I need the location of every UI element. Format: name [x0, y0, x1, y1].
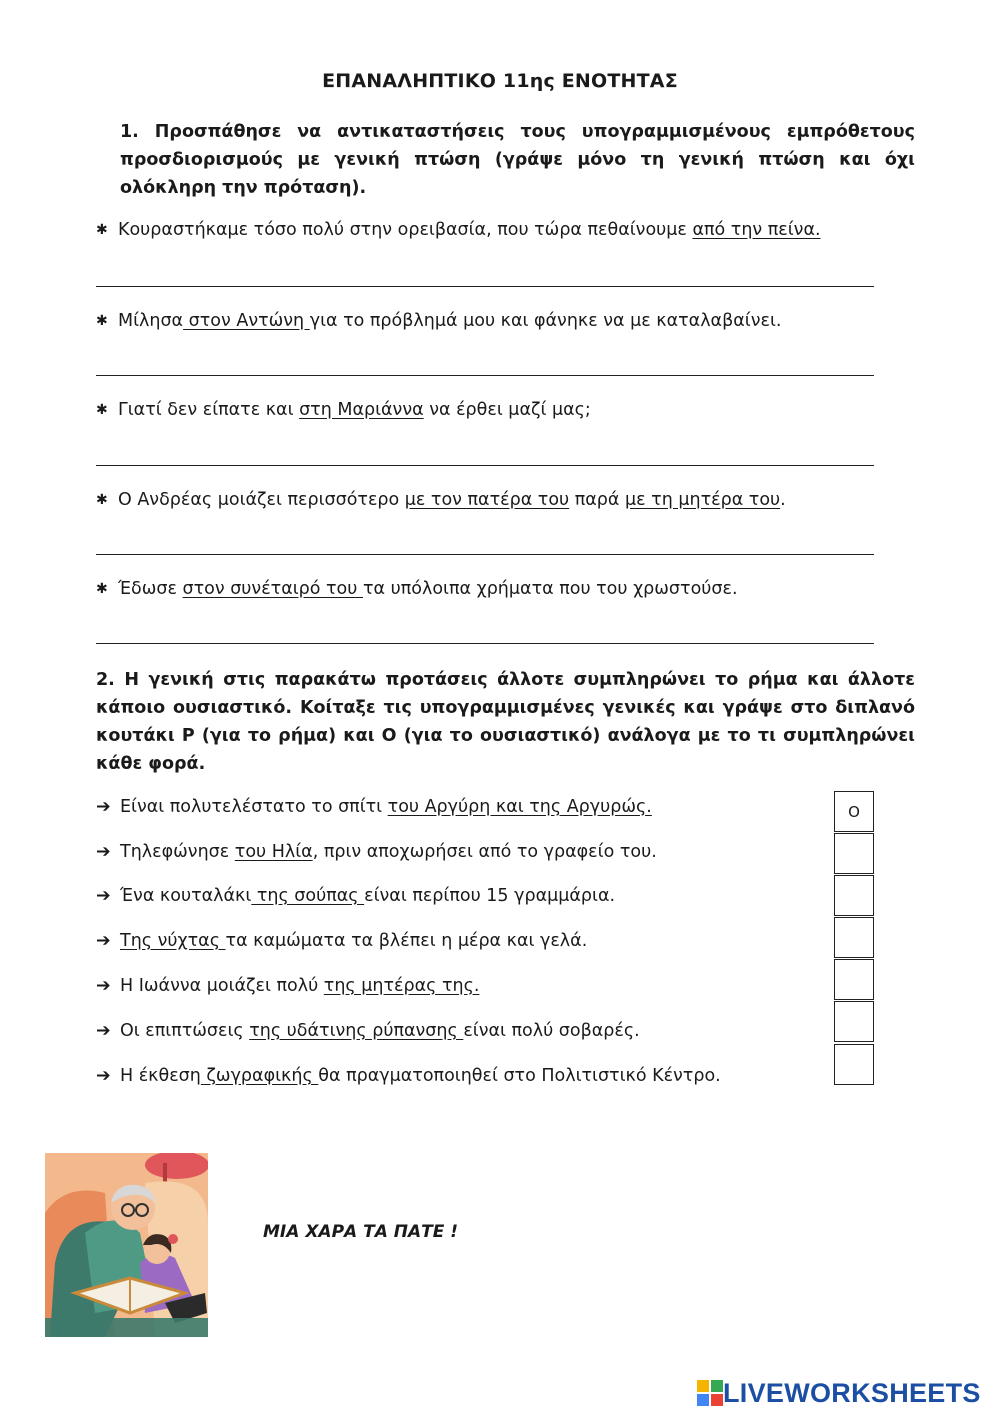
underlined-genitive: ζωγραφικής [200, 1066, 319, 1086]
right-arrow-icon: ➔ [96, 842, 111, 862]
asterisk-bullet-icon: ✱ [96, 402, 108, 418]
exercise2-item-4: ➔ Της νύχτας τα καμώματα τα βλέπει η μέρα και γελά. [96, 931, 588, 951]
right-arrow-icon: ➔ [96, 797, 111, 817]
asterisk-bullet-icon: ✱ [96, 492, 108, 508]
page-title: ΕΠΑΝΑΛΗΠΤΙΚΟ 11ης ΕΝΟΤΗΤΑΣ [322, 70, 678, 92]
right-arrow-icon: ➔ [96, 976, 111, 996]
exercise1-item-1: ✱ Κουραστήκαμε τόσο πολύ στην ορειβασία, που τώρα πεθαίνουμε από την πείνα. [96, 220, 821, 240]
answer-box-6[interactable] [834, 1001, 874, 1042]
exercise1-item-5: ✱ Έδωσε στον συνέταιρό του τα υπόλοιπα χρήματα που του χρωστούσε. [96, 579, 738, 599]
answer-box-1[interactable]: Ο [834, 791, 874, 832]
liveworksheets-logo[interactable] [697, 1378, 981, 1408]
underlined-genitive: Της νύχτας [120, 931, 226, 951]
exercise1-item-3: ✱ Γιατί δεν είπατε και στη Μαριάννα να έρθει μαζί μας; [96, 400, 591, 420]
underlined-genitive: του Ηλία [234, 842, 313, 862]
underlined-phrase: στη Μαριάννα [299, 400, 424, 420]
liveworksheets-logo-icon [697, 1380, 723, 1406]
exercise2-item-1: ➔ Είναι πολυτελέστατο το σπίτι του Αργύρη και της Αργυρώς. [96, 797, 652, 817]
exercise2-item-3: ➔ Ένα κουταλάκι της σούπας είναι περίπου 15 γραμμάρια. [96, 886, 616, 906]
closing-message: ΜΙΑ ΧΑΡΑ ΤΑ ΠΑΤΕ ! [263, 1222, 459, 1242]
answer-box-5[interactable] [834, 959, 874, 1000]
answer-line-2[interactable] [96, 375, 874, 376]
right-arrow-icon: ➔ [96, 886, 111, 906]
underlined-phrase: στον συνέταιρό του [182, 579, 363, 599]
answer-box-4[interactable] [834, 917, 874, 958]
exercise2-item-6: ➔ Οι επιπτώσεις της υδάτινης ρύπανσης είναι πολύ σοβαρές. [96, 1021, 640, 1041]
answer-line-4[interactable] [96, 554, 874, 555]
exercise1-instruction: 1. Προσπάθησε να αντικαταστήσεις τους υπογραμμισμένους εμπρόθετους προσδιορισμούς με γενική πτώση (γράψε μόνο τη γενική πτώση και όχι ολόκληρη την πρόταση). [120, 122, 915, 198]
asterisk-bullet-icon: ✱ [96, 222, 108, 238]
exercise2-instruction: 2. Η γενική στις παρακάτω προτάσεις άλλοτε συμπληρώνει το ρήμα και άλλοτε κάποιο ουσιαστικό. Κοίταξε τις υπογραμμισμένες γενικές και γράψε στο διπλανό κουτάκι Ρ (για το ρήμα) και Ο (για το ουσιαστικό) ανάλογα με το τι συμπληρώνει κάθε φορά. [96, 670, 915, 774]
exercise1-item-4: ✱ Ο Ανδρέας μοιάζει περισσότερο με τον πατέρα του παρά με τη μητέρα του. [96, 490, 786, 510]
right-arrow-icon: ➔ [96, 1021, 111, 1041]
underlined-phrase: από την πείνα. [692, 220, 821, 240]
underlined-genitive: της σούπας [251, 886, 365, 906]
right-arrow-icon: ➔ [96, 931, 111, 951]
answer-line-3[interactable] [96, 465, 874, 466]
exercise1-item-2: ✱ Μίλησα στον Αντώνη για το πρόβλημά μου και φάνηκε να με καταλαβαίνει. [96, 311, 782, 331]
answer-line-5[interactable] [96, 643, 874, 644]
logo-text: LIVEWORKSHEETS [723, 1377, 981, 1408]
asterisk-bullet-icon: ✱ [96, 581, 108, 597]
answer-box-7[interactable] [834, 1044, 874, 1085]
underlined-genitive: της μητέρας της. [323, 976, 480, 996]
answer-box-3[interactable] [834, 875, 874, 916]
underlined-phrase: με τον πατέρα του [404, 490, 570, 510]
underlined-phrase: στον Αντώνη [183, 311, 310, 331]
exercise2-item-5: ➔ Η Ιωάννα μοιάζει πολύ της μητέρας της. [96, 976, 480, 996]
underlined-genitive: του Αργύρη και της Αργυρώς. [387, 797, 652, 817]
exercise2-item-7: ➔ Η έκθεση ζωγραφικής θα πραγματοποιηθεί στο Πολιτιστικό Κέντρο. [96, 1066, 721, 1086]
right-arrow-icon: ➔ [96, 1066, 111, 1086]
answer-box-2[interactable] [834, 833, 874, 874]
underlined-phrase: με τη μητέρα του [625, 490, 781, 510]
answer-line-1[interactable] [96, 286, 874, 287]
grandfather-reading-illustration [45, 1153, 208, 1337]
underlined-genitive: της υδάτινης ρύπανσης [249, 1021, 464, 1041]
exercise2-item-2: ➔ Τηλεφώνησε του Ηλία, πριν αποχωρήσει από το γραφείο του. [96, 842, 657, 862]
asterisk-bullet-icon: ✱ [96, 313, 108, 329]
